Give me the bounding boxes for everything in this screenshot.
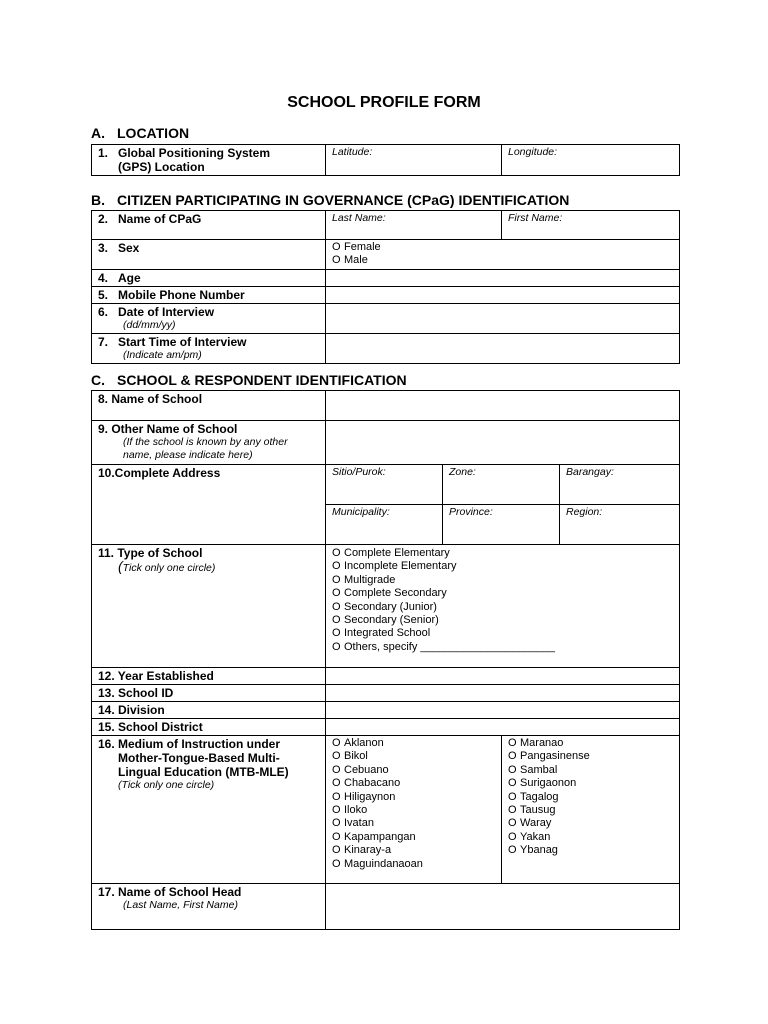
radio-circle-icon[interactable]: O xyxy=(508,804,517,817)
language-option[interactable] xyxy=(332,831,495,844)
radio-circle-icon[interactable]: O xyxy=(332,241,341,253)
phone-field[interactable] xyxy=(326,286,680,303)
school-type-option-label: Complete Secondary xyxy=(344,587,447,600)
school-type-option[interactable] xyxy=(332,614,673,627)
school-name-label-cell xyxy=(92,391,326,421)
longitude-label: Longitude: xyxy=(508,146,558,158)
radio-circle-icon[interactable]: O xyxy=(508,817,517,830)
language-option[interactable] xyxy=(332,858,495,871)
radio-circle-icon[interactable]: O xyxy=(508,737,517,749)
time-hint: (Indicate am/pm) xyxy=(123,348,202,361)
first-name-label: First Name: xyxy=(508,212,563,224)
radio-circle-icon[interactable]: O xyxy=(332,830,341,843)
latitude-field[interactable] xyxy=(326,145,502,176)
school-type-option-label: Multigrade xyxy=(344,573,396,586)
sex-option-label: Female xyxy=(344,241,381,253)
other-name-label-cell xyxy=(92,421,326,465)
address-label: 10.Complete Address xyxy=(98,466,221,480)
last-name-field[interactable] xyxy=(326,211,502,240)
date-label-cell xyxy=(92,303,326,333)
language-option-label: Cebuano xyxy=(344,763,389,776)
section-a-title: LOCATION xyxy=(117,125,190,141)
radio-circle-icon[interactable]: O xyxy=(508,790,517,803)
other-name-field[interactable] xyxy=(326,421,680,465)
school-type-option[interactable] xyxy=(332,601,673,614)
school-type-option[interactable] xyxy=(332,574,673,587)
language-option-label: Tausug xyxy=(520,804,556,817)
school-type-option[interactable] xyxy=(332,560,673,573)
language-option[interactable] xyxy=(332,764,495,777)
radio-circle-icon[interactable]: O xyxy=(508,844,517,857)
language-option-label: Bikol xyxy=(344,750,368,763)
radio-circle-icon[interactable]: O xyxy=(332,547,341,559)
radio-circle-icon[interactable]: O xyxy=(332,777,341,790)
section-a-heading xyxy=(91,125,189,141)
address-label-cell xyxy=(92,465,326,545)
language-option-label: Hiligaynon xyxy=(344,790,396,803)
language-option[interactable] xyxy=(508,817,673,830)
language-option-label: Iloko xyxy=(344,804,368,817)
school-type-label-cell xyxy=(92,545,326,668)
school-type-hint-paren: ( xyxy=(118,558,123,574)
school-name-field[interactable] xyxy=(326,391,680,421)
language-option[interactable] xyxy=(508,804,673,817)
radio-circle-icon[interactable]: O xyxy=(508,763,517,776)
radio-circle-icon[interactable]: O xyxy=(332,737,341,749)
radio-circle-icon[interactable]: O xyxy=(332,627,341,640)
zone-label: Zone: xyxy=(449,466,476,478)
school-type-options-cell xyxy=(326,545,680,668)
language-option[interactable] xyxy=(508,764,673,777)
language-option[interactable] xyxy=(508,737,673,750)
language-option[interactable] xyxy=(332,777,495,790)
section-b-title: CITIZEN PARTICIPATING IN GOVERNANCE (CPaG) IDENTIFICATION xyxy=(117,192,570,208)
municipality-label: Municipality: xyxy=(332,506,390,518)
language-option-label: Aklanon xyxy=(344,737,384,749)
language-option-label: Kinaray-a xyxy=(344,844,392,857)
school-id-label: 13. School ID xyxy=(98,686,174,700)
radio-circle-icon[interactable]: O xyxy=(508,750,517,763)
radio-circle-icon[interactable]: O xyxy=(332,817,341,830)
sex-option[interactable] xyxy=(332,254,673,267)
section-b-heading xyxy=(91,192,569,208)
gps-number: 1. xyxy=(98,146,109,160)
medium-label-line3: Lingual Education (MTB-MLE) xyxy=(118,765,289,779)
language-option[interactable] xyxy=(332,750,495,763)
radio-circle-icon[interactable]: O xyxy=(332,254,341,267)
region-field[interactable] xyxy=(560,505,680,545)
school-id-label-cell xyxy=(92,685,326,702)
head-label: 17. Name of School Head xyxy=(98,885,242,899)
language-option-label: Pangasinense xyxy=(520,750,590,763)
time-number: 7. xyxy=(98,334,109,349)
section-b-letter: B. xyxy=(91,192,105,208)
radio-circle-icon[interactable]: O xyxy=(332,763,341,776)
age-label-cell xyxy=(92,269,326,286)
radio-circle-icon[interactable]: O xyxy=(332,560,341,573)
radio-circle-icon[interactable]: O xyxy=(332,857,341,870)
cpag-table xyxy=(91,210,680,364)
school-type-option[interactable] xyxy=(332,587,673,600)
language-option-label: Surigaonon xyxy=(520,777,577,790)
section-c-heading xyxy=(91,372,407,388)
language-option-label: Waray xyxy=(520,817,552,830)
radio-circle-icon[interactable]: O xyxy=(332,790,341,803)
first-name-field[interactable] xyxy=(502,211,680,240)
other-name-hint-2: name, please indicate here) xyxy=(123,449,253,461)
language-option[interactable] xyxy=(332,737,495,750)
longitude-field[interactable] xyxy=(502,145,680,176)
school-type-hint: Tick only one circle) xyxy=(122,562,216,574)
phone-number: 5. xyxy=(98,287,109,302)
language-option[interactable] xyxy=(332,804,495,817)
language-option[interactable] xyxy=(508,777,673,790)
radio-circle-icon[interactable]: O xyxy=(332,614,341,627)
age-number: 4. xyxy=(98,270,109,285)
medium-hint: (Tick only one circle) xyxy=(118,779,215,791)
language-option-label: Kapampangan xyxy=(344,830,416,843)
time-label-cell xyxy=(92,333,326,363)
cpag-name-label-cell xyxy=(92,211,326,240)
sex-number: 3. xyxy=(98,241,109,255)
language-option-label: Chabacano xyxy=(344,777,401,790)
location-table xyxy=(91,144,680,176)
gps-label: Global Positioning System xyxy=(118,146,271,160)
latitude-label: Latitude: xyxy=(332,146,373,158)
school-type-option[interactable] xyxy=(332,641,673,654)
section-a-letter: A. xyxy=(91,125,105,141)
other-name-label: 9. Other Name of School xyxy=(98,422,238,436)
municipality-field[interactable] xyxy=(326,505,443,545)
school-type-option-label: Secondary (Junior) xyxy=(344,600,437,613)
language-option[interactable] xyxy=(508,844,673,857)
time-label: Start Time of Interview xyxy=(118,334,247,349)
sex-option-label: Male xyxy=(344,254,368,267)
language-option[interactable] xyxy=(508,791,673,804)
radio-circle-icon[interactable]: O xyxy=(332,804,341,817)
language-option-label: Yakan xyxy=(520,830,551,843)
date-label: Date of Interview xyxy=(118,304,215,319)
gps-label-line2: (GPS) Location xyxy=(118,160,205,174)
section-c-letter: C. xyxy=(91,372,105,388)
division-field[interactable] xyxy=(326,702,680,719)
district-label-cell xyxy=(92,719,326,736)
barangay-label: Barangay: xyxy=(566,466,614,478)
section-c-title: SCHOOL & RESPONDENT IDENTIFICATION xyxy=(117,372,407,388)
sex-options-cell xyxy=(326,240,680,270)
school-type-option[interactable] xyxy=(332,627,673,640)
school-type-option[interactable] xyxy=(332,547,673,560)
phone-label-cell xyxy=(92,286,326,303)
barangay-field[interactable] xyxy=(560,465,680,505)
date-number: 6. xyxy=(98,304,109,319)
languages-left-cell xyxy=(326,736,502,884)
language-option-label: Ivatan xyxy=(344,817,374,830)
head-label-cell xyxy=(92,884,326,930)
language-option-label: Sambal xyxy=(520,763,558,776)
school-id-field[interactable] xyxy=(326,685,680,702)
school-type-option-label: Integrated School xyxy=(344,627,431,640)
school-table xyxy=(91,390,680,930)
time-field[interactable] xyxy=(326,333,680,363)
language-option[interactable] xyxy=(508,831,673,844)
division-label-cell xyxy=(92,702,326,719)
district-field[interactable] xyxy=(326,719,680,736)
school-type-option-label: Secondary (Senior) xyxy=(344,614,439,627)
language-option[interactable] xyxy=(332,791,495,804)
radio-circle-icon[interactable]: O xyxy=(332,587,341,600)
language-option-label: Ybanag xyxy=(520,844,558,857)
division-label: 14. Division xyxy=(98,703,165,717)
date-field[interactable] xyxy=(326,303,680,333)
last-name-label: Last Name: xyxy=(332,212,386,224)
province-label: Province: xyxy=(449,506,493,518)
radio-circle-icon[interactable]: O xyxy=(332,844,341,857)
language-option[interactable] xyxy=(332,844,495,857)
other-name-hint: (If the school is known by any other xyxy=(123,436,288,448)
radio-circle-icon[interactable]: O xyxy=(508,830,517,843)
school-type-label: 11. Type of School xyxy=(98,546,203,560)
radio-circle-icon[interactable]: O xyxy=(508,777,517,790)
region-label: Region: xyxy=(566,506,603,518)
language-option-label: Maranao xyxy=(520,737,564,749)
head-hint: (Last Name, First Name) xyxy=(123,899,238,911)
language-option[interactable] xyxy=(508,750,673,763)
medium-label: 16. Medium of Instruction under xyxy=(98,737,281,751)
radio-circle-icon[interactable]: O xyxy=(332,600,341,613)
district-label: 15. School District xyxy=(98,720,203,734)
medium-label-line2: Mother-Tongue-Based Multi- xyxy=(118,751,280,765)
province-field[interactable] xyxy=(443,505,560,545)
language-option-label: Tagalog xyxy=(520,790,559,803)
year-label: 12. Year Established xyxy=(98,669,214,683)
language-option-label: Maguindanaoan xyxy=(344,857,423,870)
radio-circle-icon[interactable]: O xyxy=(332,640,341,653)
school-name-label: 8. Name of School xyxy=(98,392,203,406)
school-type-option-label: Incomplete Elementary xyxy=(344,560,457,573)
phone-label: Mobile Phone Number xyxy=(118,287,245,302)
languages-right-cell xyxy=(502,736,680,884)
school-type-option-label: Others, specify ______________________ xyxy=(344,640,556,653)
sex-label: Sex xyxy=(118,241,140,255)
sex-option[interactable] xyxy=(332,241,673,254)
language-option[interactable] xyxy=(332,817,495,830)
radio-circle-icon[interactable]: O xyxy=(332,750,341,763)
radio-circle-icon[interactable]: O xyxy=(332,573,341,586)
medium-label-cell xyxy=(92,736,326,884)
cpag-name-number: 2. xyxy=(98,212,109,226)
form-title: SCHOOL PROFILE FORM xyxy=(287,94,481,111)
sitio-label: Sitio/Purok: xyxy=(332,466,386,478)
zone-field[interactable] xyxy=(443,465,560,505)
sitio-field[interactable] xyxy=(326,465,443,505)
date-hint: (dd/mm/yy) xyxy=(123,318,176,331)
sex-label-cell xyxy=(92,240,326,270)
age-field[interactable] xyxy=(326,269,680,286)
age-label: Age xyxy=(118,270,141,285)
head-field[interactable] xyxy=(326,884,680,930)
school-type-option-label: Complete Elementary xyxy=(344,547,450,559)
cpag-name-label: Name of CPaG xyxy=(118,212,202,226)
year-label-cell xyxy=(92,668,326,685)
gps-label-cell xyxy=(92,145,326,176)
year-field[interactable] xyxy=(326,668,680,685)
